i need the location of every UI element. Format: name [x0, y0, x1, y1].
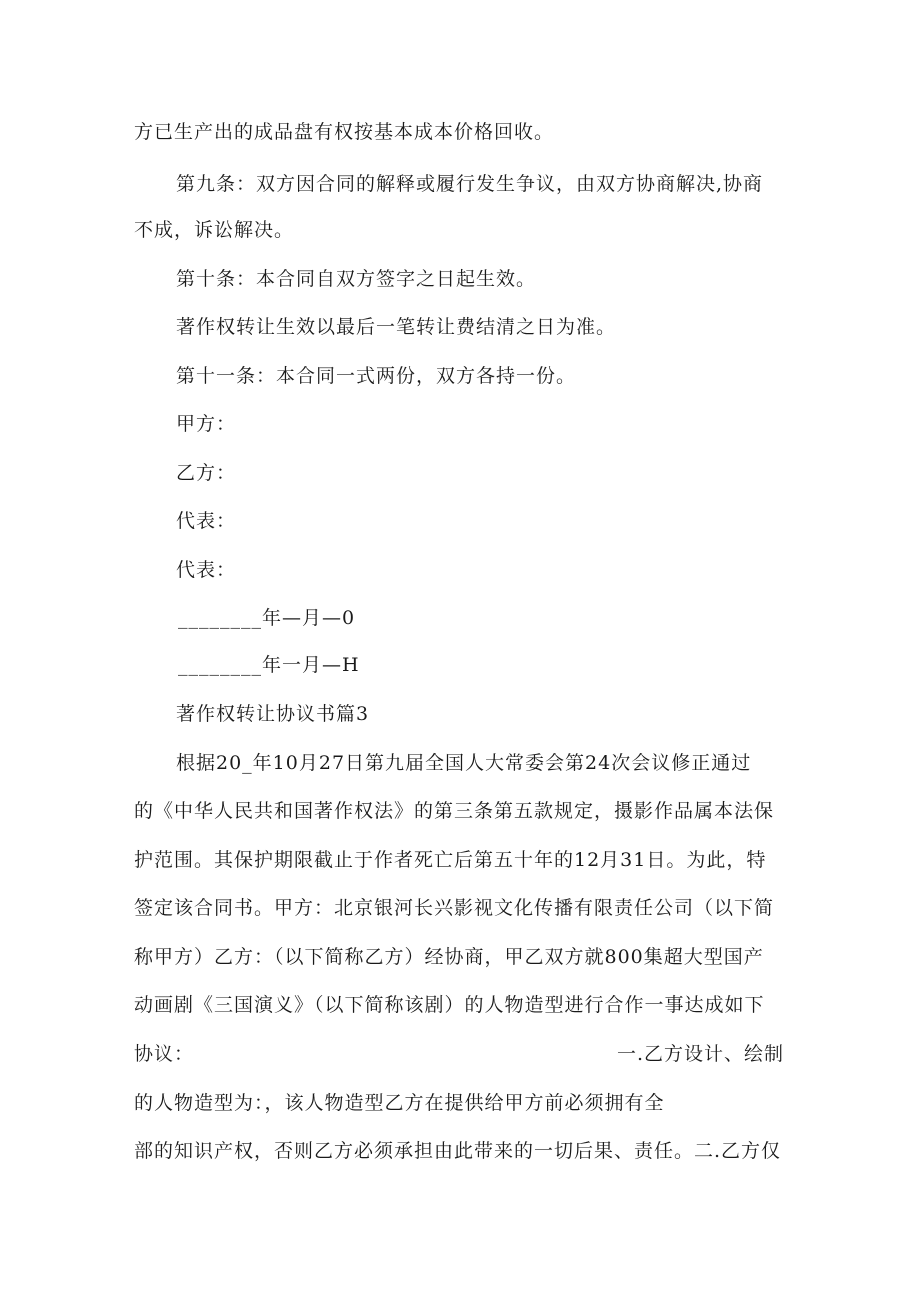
date-line-1: ________年—月—0	[178, 607, 356, 629]
representative-label-1: 代表：	[176, 510, 237, 532]
body-line-7: 的人物造型为：，该人物造型乙方在提供给甲方前必须拥有全	[134, 1092, 665, 1114]
article-11: 第十一条：本合同一式两份，双方各持一份。	[176, 365, 577, 387]
body-line-8: 部的知识产权，否则乙方必须承担由此带来的一切后果、责任。二.乙方仅	[134, 1140, 782, 1162]
paragraph-line-1: 方已生产出的成品盘有权按基本成本价格回收。	[134, 121, 555, 143]
body-line-1: 根据20_年10月27日第九届全国人大常委会第24次会议修正通过	[176, 752, 752, 774]
body-line-5: 称甲方）乙方：（以下简称乙方）经协商，甲乙双方就800集超大型国产	[134, 946, 764, 968]
body-line-2: 的《中华人民共和国著作权法》的第三条第五款规定，摄影作品属本法保	[134, 800, 775, 822]
article-10: 第十条：本合同自双方签字之日起生效。	[176, 268, 537, 290]
article-9-line-2: 不成，诉讼解决。	[134, 219, 295, 241]
date-line-2: ________年一月—H	[178, 654, 360, 676]
transfer-effective-line: 著作权转让生效以最后一笔转让费结清之日为准。	[176, 316, 617, 338]
representative-label-2: 代表：	[176, 559, 237, 581]
body-line-3: 护范围。其保护期限截止于作者死亡后第五十年的12月31日。为此，特	[134, 849, 767, 871]
body-line-4: 签定该合同书。甲方：北京银河长兴影视文化传播有限责任公司（以下简	[134, 897, 775, 919]
party-a-label: 甲方：	[176, 413, 237, 435]
body-line-6: 动画剧《三国演义》（以下简称该剧）的人物造型进行合作一事达成如下	[134, 994, 765, 1016]
agreement-label: 协议：	[134, 1043, 195, 1065]
section-heading: 著作权转让协议书篇3	[176, 703, 370, 725]
clause-1-start: 一.乙方设计、绘制	[616, 1043, 784, 1065]
article-9-line-1: 第九条：双方因合同的解释或履行发生争议，由双方协商解决,协商	[176, 173, 764, 195]
party-b-label: 乙方：	[176, 462, 237, 484]
